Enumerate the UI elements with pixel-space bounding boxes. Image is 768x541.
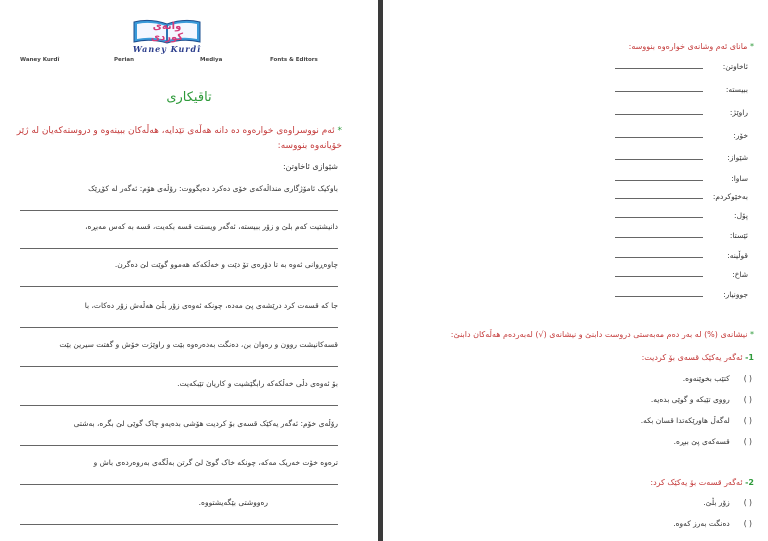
answer-line[interactable]	[20, 445, 338, 446]
vocab-word: ئێستا:	[729, 231, 748, 240]
vocab-word: پۆل:	[734, 211, 748, 220]
answer-line[interactable]	[20, 484, 338, 485]
paragraph-line	[20, 458, 338, 490]
true-false-instruction-text: نیشانەی (%) لە بەر دەم مەبەستی دروست دابنێ و نیشانەی (√) لەبەردەم هەڵەکان دابنێ:	[450, 330, 748, 339]
vocab-row	[615, 79, 748, 95]
paragraph-text: رەووشتی بێگەیشتووە.	[198, 498, 268, 507]
vocab-word: خۆر:	[733, 131, 748, 140]
option-text: کتێب بخوێنەوە.	[682, 374, 730, 383]
answer-line[interactable]	[20, 405, 338, 406]
question-prompt: ئەگەر قسەت بۆ یەکێک کرد:	[650, 478, 743, 487]
paragraph-line	[20, 301, 338, 333]
answer-line[interactable]	[20, 248, 338, 249]
answer-option	[674, 437, 752, 446]
paragraph-line	[20, 379, 338, 411]
answer-line[interactable]	[615, 159, 703, 160]
site-logo[interactable]	[128, 14, 206, 56]
vocab-word: راوێژ:	[729, 108, 748, 117]
page-title: تاقیکاری	[166, 90, 212, 105]
vocab-instruction-text: ماناى ئەم وشانەى خوارەوە بنووسە:	[628, 42, 748, 51]
paragraph-line	[20, 184, 338, 216]
answer-line[interactable]	[615, 68, 703, 69]
left-page	[0, 0, 378, 541]
answer-line[interactable]	[615, 180, 703, 181]
answer-line[interactable]	[615, 257, 703, 258]
option-text: قسەکەی پێ ببڕە.	[673, 437, 730, 446]
paragraph-text: باوکیک ئامۆژگاری منداڵەکەی خۆی دەکرد دەیگووت: رۆڵەی هۆم: ئەگەر لە کۆڕێک	[88, 184, 338, 193]
vocab-row	[615, 168, 748, 184]
answer-checkbox[interactable]: ( )	[743, 395, 752, 404]
answer-line[interactable]	[615, 217, 703, 218]
answer-line[interactable]	[615, 91, 703, 92]
answer-checkbox[interactable]: ( )	[743, 437, 752, 446]
vocab-word: ساوا:	[731, 174, 748, 183]
vocab-word: ئاخاوتن:	[722, 62, 748, 71]
vocab-row	[615, 225, 748, 241]
question-heading	[650, 478, 754, 487]
nav-link-mediya[interactable]: Mediya	[200, 57, 223, 63]
paragraph-line	[20, 498, 338, 530]
answer-line[interactable]	[615, 198, 703, 199]
paragraph-text: جا کە قسەت کرد درێشەی پێ مەدە، چونکە ئەوەی زۆر بڵێ هەڵەش زۆر دەکات، با	[84, 301, 338, 310]
vocab-word: جوونیار:	[723, 290, 748, 299]
answer-option	[673, 519, 752, 528]
vocab-row	[615, 205, 748, 221]
answer-line[interactable]	[20, 524, 338, 525]
vocab-row	[615, 264, 748, 280]
answer-line[interactable]	[615, 296, 703, 297]
nav-link-fonts-editors[interactable]: Fonts & Editors	[270, 57, 318, 63]
answer-option	[651, 395, 752, 404]
question-number: 2-	[745, 478, 754, 487]
answer-option	[641, 416, 752, 425]
answer-line[interactable]	[20, 366, 338, 367]
paragraph-text: قسەکانیشت روون و رەوان بن، دەنگت بەدەرەوە بێت و راوێژت خۆش و گفتت سیرین بێت	[59, 340, 338, 349]
top-nav	[14, 57, 334, 69]
section-subheading: شێوازی ئاخاوتن:	[282, 162, 338, 171]
vocab-word: بەخێوکردم:	[712, 192, 748, 201]
paragraph-text: ترەوە خۆت خەریک مەکە، چونکە خاک گوێ لێ گرتن بەڵگەی بەروەردەی باش و	[93, 458, 338, 467]
logo-kurdish-text: وانەی کوردی	[150, 21, 184, 43]
vocab-word: ببیستە:	[725, 85, 748, 94]
answer-line[interactable]	[615, 276, 703, 277]
nav-link-waney-kurdi[interactable]: Waney Kurdî	[20, 57, 60, 63]
paragraph-line	[20, 222, 338, 254]
vocab-row	[615, 147, 748, 163]
bullet-star: *	[337, 126, 342, 136]
vocab-word: قوڵینە:	[727, 251, 748, 260]
bullet-star: *	[750, 42, 754, 51]
answer-checkbox[interactable]: ( )	[743, 498, 752, 507]
question-heading	[642, 353, 754, 362]
option-text: رووی تێبکە و گوێی بدەیە.	[650, 395, 730, 404]
vocab-row	[615, 125, 748, 141]
true-false-instruction	[451, 330, 754, 339]
left-instruction	[16, 124, 342, 154]
bullet-star: *	[750, 330, 754, 339]
answer-line[interactable]	[615, 137, 703, 138]
answer-checkbox[interactable]: ( )	[743, 374, 752, 383]
option-text: لەگەڵ هاورێکەتدا قسان بکە.	[640, 416, 730, 425]
vocab-row	[615, 186, 748, 202]
answer-checkbox[interactable]: ( )	[743, 519, 752, 528]
vocab-row	[615, 245, 748, 261]
right-page	[383, 0, 768, 541]
nav-link-perian[interactable]: Perian	[114, 57, 134, 63]
answer-option	[683, 374, 752, 383]
vocab-word: شاخ:	[732, 270, 748, 279]
paragraph-line	[20, 340, 338, 372]
paragraph-text: دانیشتیت کەم بلێ و زۆر ببیستە، ئەگەر ویستت قسە بکەیت، قسە بە کەس مەبڕە،	[85, 222, 338, 231]
paragraph-line	[20, 419, 338, 451]
answer-line[interactable]	[615, 237, 703, 238]
answer-checkbox[interactable]: ( )	[743, 416, 752, 425]
question-number: 1-	[745, 353, 754, 362]
answer-line[interactable]	[20, 210, 338, 211]
paragraph-text: بۆ ئەوەی دڵی خەڵکەکە رابگێشیت و کاریان تێبکەیت.	[177, 379, 338, 388]
logo-name: Waney Kurdî	[132, 44, 202, 54]
option-text: دەنگت بەرز کەوە.	[673, 519, 730, 528]
paragraph-text: چاوەڕوانی ئەوە بە تا دۆرەی تۆ دێت و خەڵکەکە هەموو گوێت لێ دەگرن.	[114, 260, 338, 269]
vocab-row	[615, 102, 748, 118]
paragraph-line	[20, 260, 338, 292]
paragraph-text: رۆڵەی خۆم: ئەگەر یەکێک قسەی بۆ کردیت هۆشی بدەیەو چاک گوێی لێ بگرە، بەشتی	[73, 419, 338, 428]
answer-line[interactable]	[20, 327, 338, 328]
answer-line[interactable]	[615, 114, 703, 115]
vocab-word: شێواز:	[727, 153, 748, 162]
vocab-row	[615, 284, 748, 300]
question-prompt: ئەگەر یەکێک قسەی بۆ کردیت:	[641, 353, 743, 362]
answer-line[interactable]	[20, 286, 338, 287]
vocab-row	[615, 56, 748, 72]
vocab-instruction	[629, 42, 754, 51]
answer-option	[703, 498, 752, 507]
option-text: زۆر بڵێ.	[703, 498, 730, 507]
left-instruction-text: ئەم نووسراوەی خوارەوە دە دانە هەڵەی تێدایە، هەڵەکان ببینەوە و دروستەکەیان لە ژێر خۆیانەوە بنووسە:	[16, 126, 342, 151]
